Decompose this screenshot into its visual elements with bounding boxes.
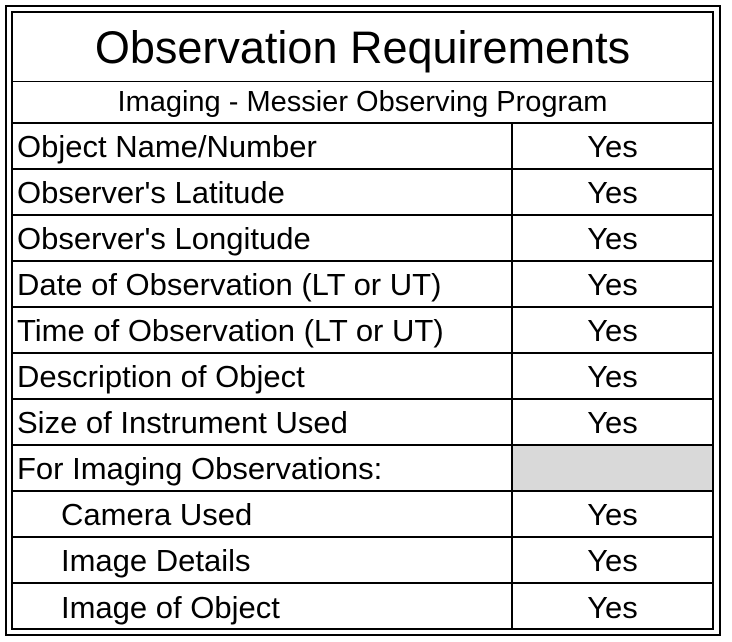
- table-row: [13, 216, 712, 262]
- table-row: [13, 354, 712, 400]
- requirements-table: [11, 11, 714, 630]
- shaded-empty-cell: [513, 446, 712, 490]
- table-row: [13, 170, 712, 216]
- requirement-value: Yes: [587, 220, 638, 256]
- requirement-value: Yes: [587, 174, 638, 210]
- requirement-label: Date of Observation (LT or UT): [13, 262, 513, 306]
- table-row: [13, 124, 712, 170]
- requirement-label: Image of Object: [13, 584, 513, 630]
- requirement-value: Yes: [587, 589, 638, 625]
- requirement-value: Yes: [587, 266, 638, 302]
- requirement-label: Image Details: [13, 538, 513, 582]
- requirement-label: Observer's Latitude: [13, 170, 513, 214]
- requirement-value: Yes: [587, 542, 638, 578]
- requirement-label: Observer's Longitude: [13, 216, 513, 260]
- requirement-label: Time of Observation (LT or UT): [13, 308, 513, 352]
- requirement-value: Yes: [587, 312, 638, 348]
- table-row: [13, 492, 712, 538]
- section-header-label: For Imaging Observations:: [13, 446, 513, 490]
- requirement-value: Yes: [587, 358, 638, 394]
- table-row: [13, 262, 712, 308]
- table-row: [13, 308, 712, 354]
- table-title: Observation Requirements: [13, 13, 712, 82]
- requirement-value: Yes: [587, 404, 638, 440]
- table-row: [13, 400, 712, 446]
- table-row-section-header: [13, 446, 712, 492]
- requirement-value: Yes: [587, 128, 638, 164]
- table-row: [13, 538, 712, 584]
- requirements-rows: [13, 124, 712, 630]
- requirement-label: Size of Instrument Used: [13, 400, 513, 444]
- requirement-label: Camera Used: [13, 492, 513, 536]
- table-row: [13, 584, 712, 630]
- requirement-label: Description of Object: [13, 354, 513, 398]
- table-subtitle: Imaging - Messier Observing Program: [13, 82, 712, 124]
- requirement-label: Object Name/Number: [13, 124, 513, 168]
- requirement-value: Yes: [587, 496, 638, 532]
